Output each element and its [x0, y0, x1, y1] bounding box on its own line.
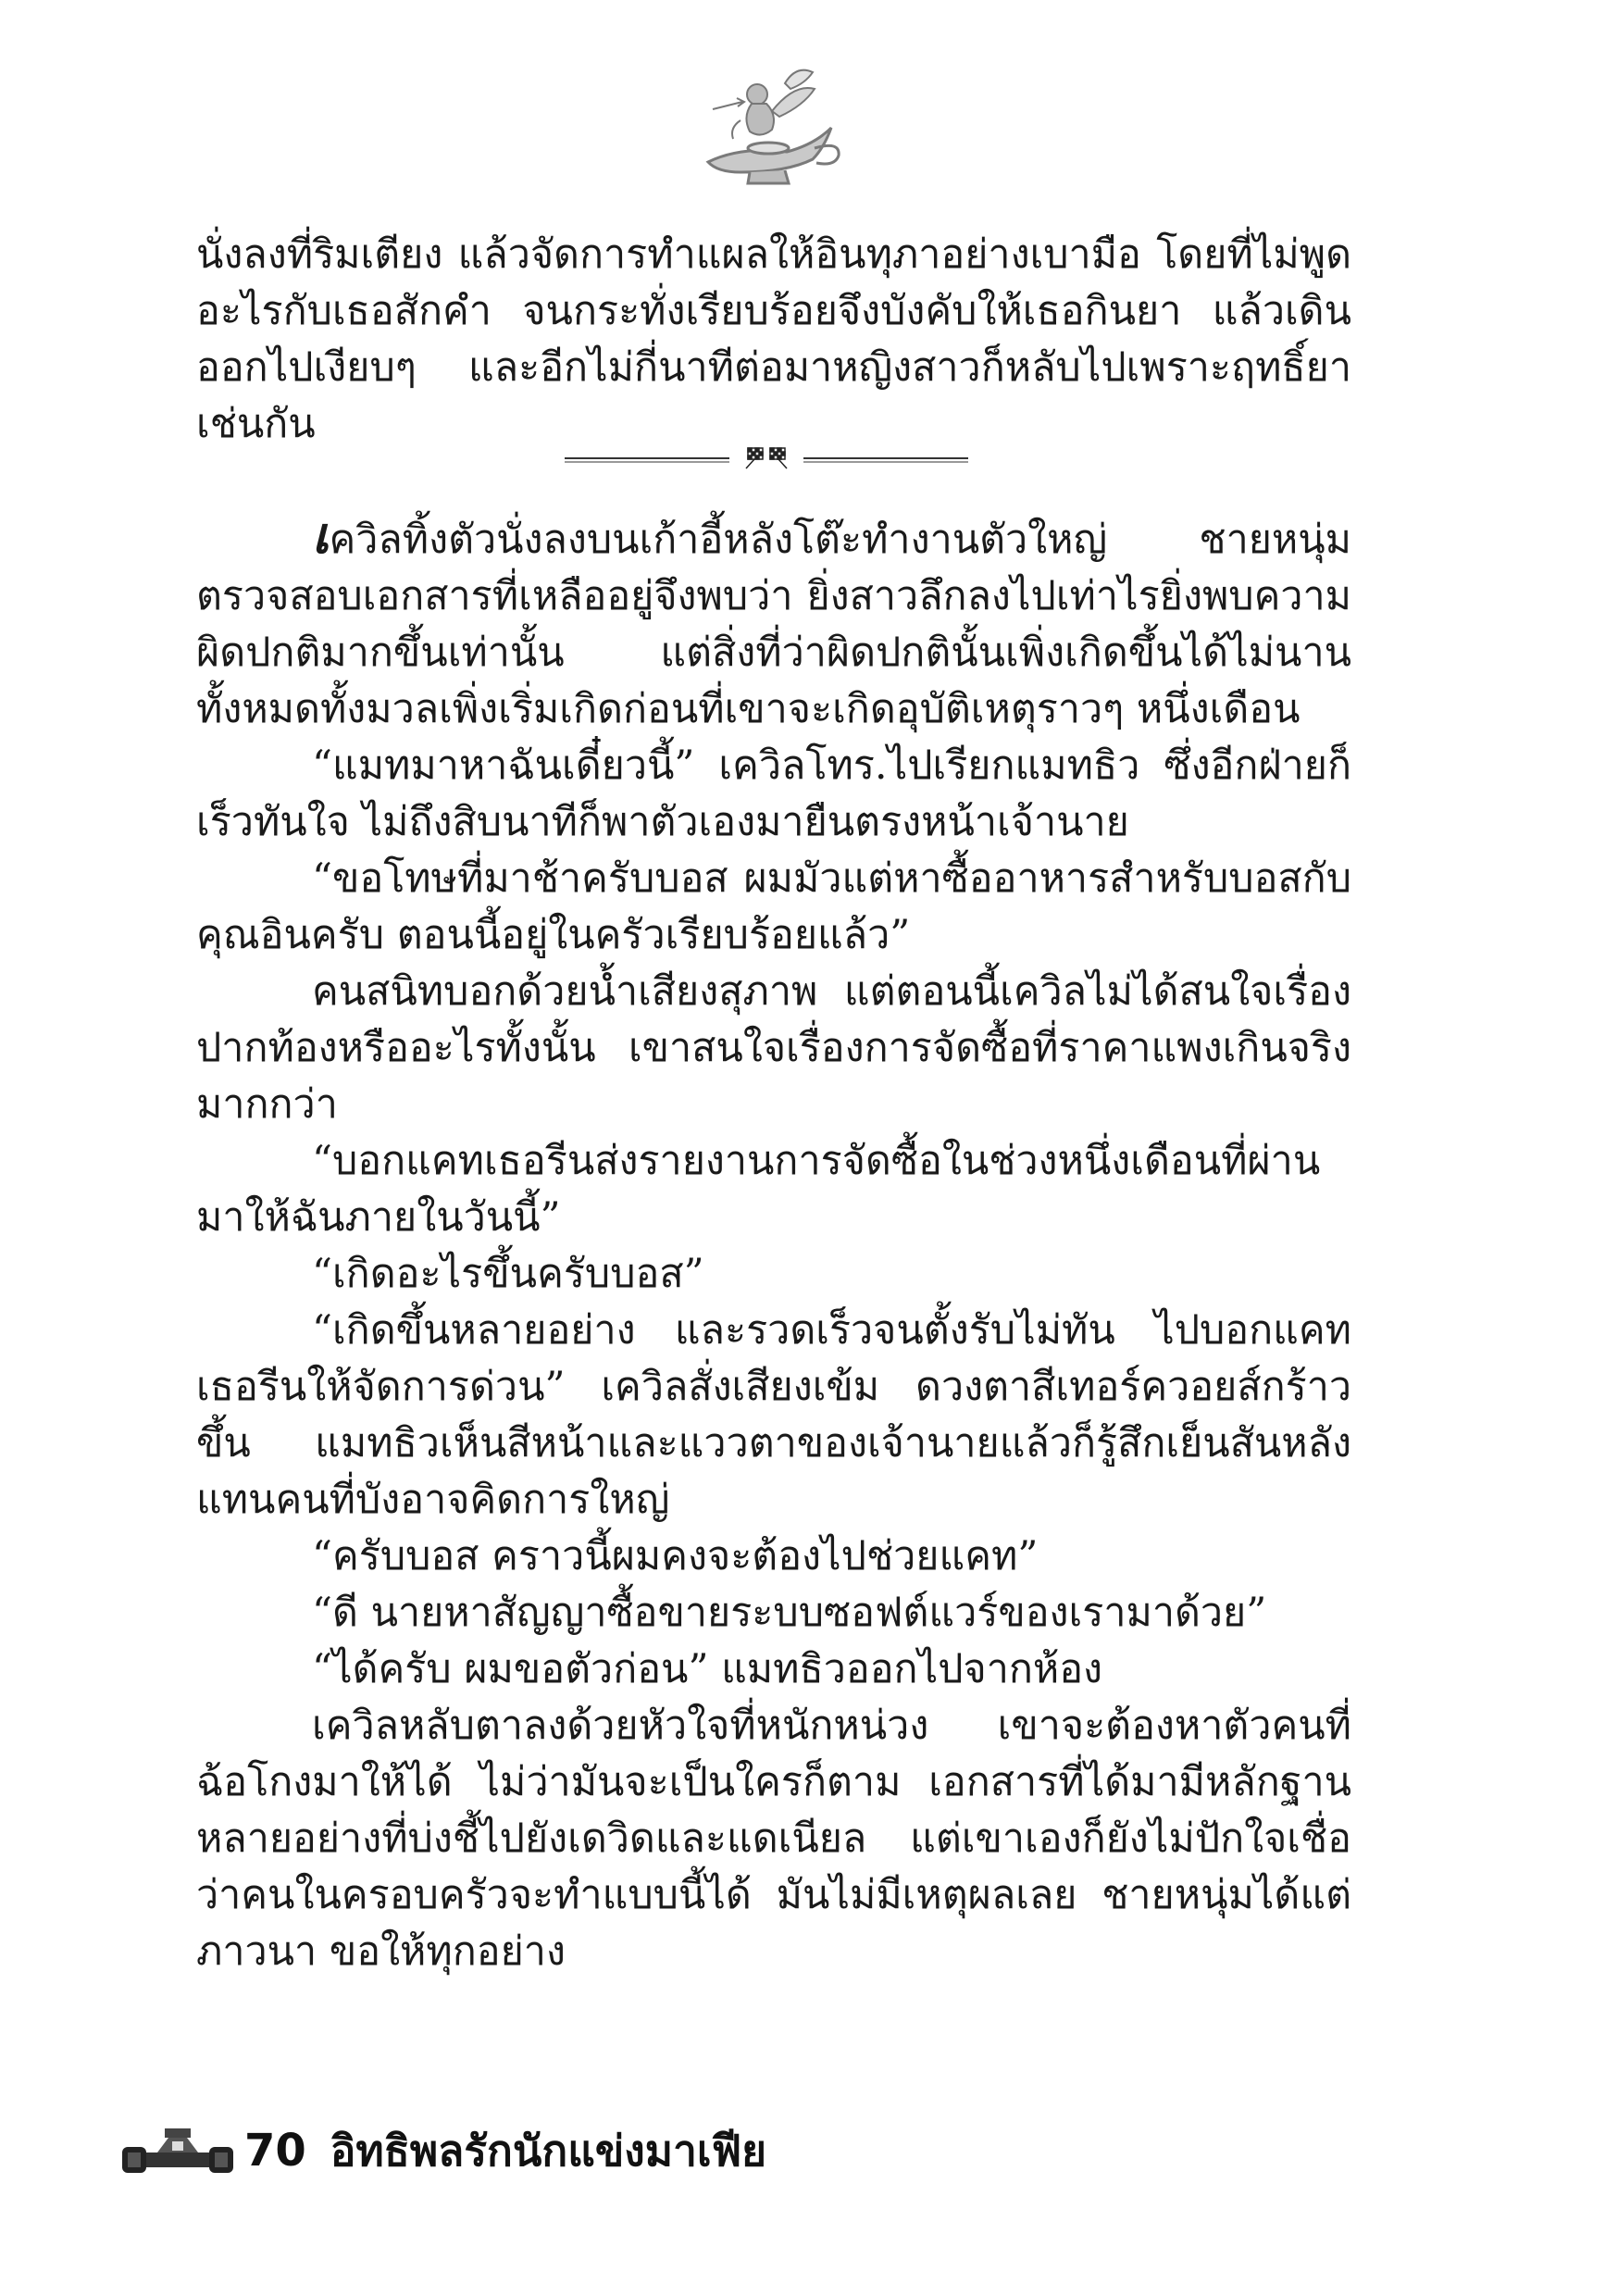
paragraph: “ดี นายหาสัญญาซื้อขายระบบซอฟต์แวร์ของเรามาด้วย”	[312, 1590, 1267, 1636]
paragraph: “บอกแคทเธอรีนส่งรายงานการจัดซื้อในช่วงหนึ่งเดือนที่ผ่านมาให้ฉันภายในวันนี้”	[196, 1138, 1321, 1241]
race-car-icon	[120, 2123, 235, 2178]
paragraph: “ครับบอส คราวนี้ผมคงจะต้องไปช่วยแคท”	[312, 1533, 1039, 1579]
paragraph: “แมทมาหาฉันเดี๋ยวนี้” เควิลโทร.ไปเรียกแมทธิว ซึ่งอีกฝ่ายก็เร็วทันใจ ไม่ถึงสิบนาทีก็พาตัวเองมายืนตรงหน้าเจ้านาย	[196, 742, 1351, 845]
paragraph: “ขอโทษที่มาช้าครับบอส ผมมัวแต่หาซื้ออาหารสำหรับบอสกับคุณอินครับ ตอนนี้อยู่ในครัวเรียบร้อยแล้ว”	[196, 855, 1351, 958]
paragraph: “เกิดขึ้นหลายอย่าง และรวดเร็วจนตั้งรับไม่ทัน ไปบอกแคทเธอรีนให้จัดการด่วน” เควิลสั่งเสียงเข้ม ดวงตาสีเทอร์ควอยส์กร้าวขึ้น แมทธิวเห็นสีหน้าและแววตาของเจ้านายแล้วก็รู้สึกเย็นสันหลังแทนคนที่บังอาจคิดการใหญ่	[196, 1307, 1351, 1523]
cupid-teapot-icon	[676, 56, 852, 194]
book-title: อิทธิพลรักนักแข่งมาเฟีย	[330, 2125, 767, 2176]
page-footer	[120, 2114, 766, 2188]
page-number: 70	[244, 2125, 306, 2177]
paragraph: “เกิดอะไรขึ้นครับบอส”	[312, 1251, 704, 1297]
paragraph: คนสนิทบอกด้วยน้ำเสียงสุภาพ แต่ตอนนี้เควิลไม่ได้สนใจเรื่องปากท้องหรืออะไรทั้งนั้น เขาสนใจเรื่องการจัดซื้อที่ราคาแพงเกินจริงมากกว่า	[196, 968, 1351, 1128]
drop-letter: เ	[312, 505, 330, 565]
paragraph-opening	[196, 507, 1351, 738]
body-text-main	[196, 507, 1351, 1980]
paragraph-opening-text: ควิลทิ้งตัวนั่งลงบนเก้าอี้หลังโต๊ะทำงานตัวใหญ่ ชายหนุ่มตรวจสอบเอกสารที่เหลืออยู่จึงพบว่า ยิ่งสาวลึกลงไปเท่าไรยิ่งพบความผิดปกติมากขึ้นเท่านั้น แต่สิ่งที่ว่าผิดปกตินั้นเพิ่งเกิดขึ้นได้ไม่นาน ทั้งหมดทั้งมวลเพิ่งเริ่มเกิดก่อนที่เขาจะเกิดอุบัติเหตุราวๆ หนึ่งเดือน	[196, 517, 1351, 732]
paragraph: นั่งลงที่ริมเตียง แล้วจัดการทำแผลให้อินทุภาอย่างเบามือ โดยที่ไม่พูดอะไรกับเธอสักคำ จนกระทั่งเรียบร้อยจึงบังคับให้เธอกินยา แล้วเดินออกไปเงียบๆ และอีกไม่กี่นาทีต่อมาหญิงสาวก็หลับไปเพราะฤทธิ์ยาเช่นกัน	[196, 231, 1351, 447]
paragraph: เควิลหลับตาลงด้วยหัวใจที่หนักหน่วง เขาจะต้องหาตัวคนที่ฉ้อโกงมาให้ได้ ไม่ว่ามันจะเป็นใครก็ตาม เอกสารที่ได้มามีหลักฐานหลายอย่างที่บ่งชี้ไปยังเดวิดและแดเนียล แต่เขาเองก็ยังไม่ปักใจเชื่อว่าคนในครอบครัวจะทำแบบนี้ได้ มันไม่มีเหตุผลเลย ชายหนุ่มได้แต่ภาวนา ขอให้ทุกอย่าง	[196, 1703, 1351, 1975]
checkered-flag-icon	[565, 443, 968, 474]
paragraph: “ได้ครับ ผมขอตัวก่อน” แมทธิวออกไปจากห้อง	[312, 1646, 1103, 1692]
body-text-top	[196, 227, 1351, 453]
